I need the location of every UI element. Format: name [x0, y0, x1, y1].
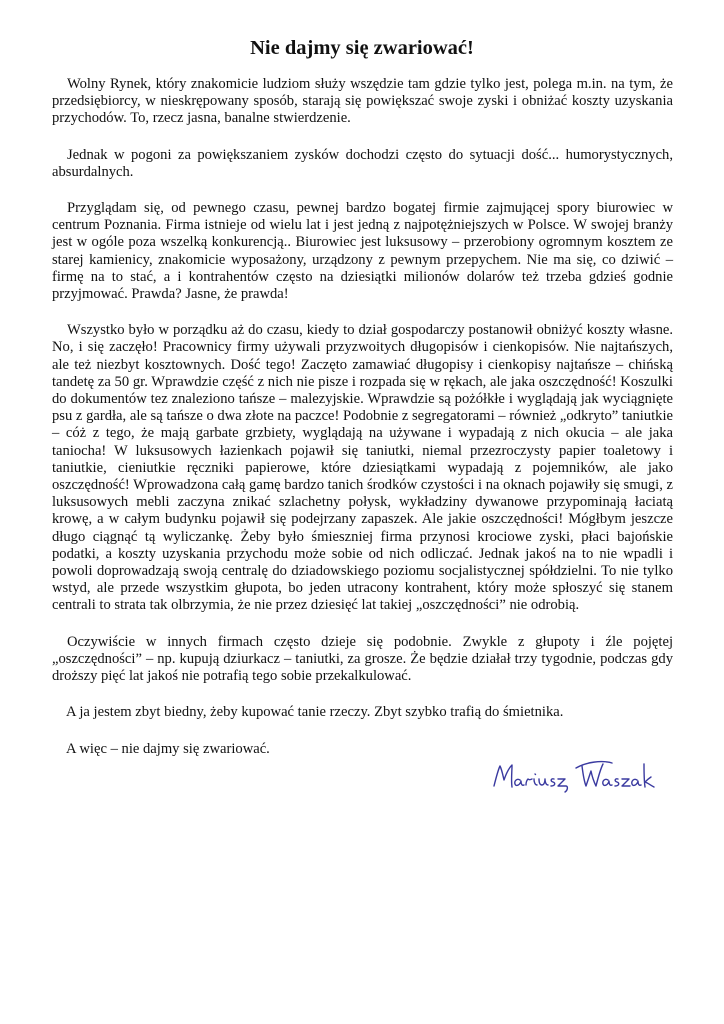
paragraph-office-building: Przyglądam się, od pewnego czasu, pewnej bardzo bogatej firmie zajmującej spory biurowiec w centrum Poznania. Firma istnieje od wielu lat i jest jedną z najpotężniejszych w Polsce. W swojej branży jest w ogóle poza wszelką konkurencją.. Biurowiec jest luksusowy – przerobiony ogromnym kosztem ze starej kamienicy, znakomicie wyposażony, urządzony z pewnym przepychem. Nie ma się, co dziwić – firmę na to stać, a i kontrahentów często na dziesiątki milionów dolarów też trzeba gdzieś godnie przyjmować. Prawda? Jasne, że prawda! — [52, 200, 673, 303]
paragraph-other-firms: Oczywiście w innych firmach często dzieje się podobnie. Zwykle z głupoty i źle pojętej „oszczędności” – np. kupują dziurkacz – taniutki, za grosze. Że będzie działał trzy tygodnie, podczas gdy droższy pięć lat jakoś nie potrafią tego sobie przekalkulować. — [52, 633, 673, 685]
paragraph-conclusion: A więc – nie dajmy się zwariować. — [66, 740, 270, 757]
paragraph-intro: Wolny Rynek, który znakomicie ludziom służy wszędzie tam gdzie tylko jest, polega m.in. na tym, że przedsiębiorcy, w nieskrępowany sposób, starają się powiększać swoje zyski i obniżać koszty uzyskania przychodów. To, rzecz jasna, banalne stwierdzenie. — [52, 76, 673, 127]
document-body — [52, 76, 673, 777]
handwritten-signature — [490, 752, 660, 800]
document-title: Nie dajmy się zwariować! — [250, 37, 474, 59]
paragraph-too-poor: A ja jestem zbyt biedny, żeby kupować tanie rzeczy. Zbyt szybko trafią do śmietnika. — [66, 704, 564, 721]
paragraph-cost-cutting: Wszystko było w porządku aż do czasu, kiedy to dział gospodarczy postanowił obniżyć koszty własne. No, i się zaczęło! Pracownicy firmy używali przyzwoitych długopisów i cienkopisów. Nie najtańszych, ale też niezbyt kosztownych. Dość tego! Zaczęto zamawiać długopisy i cienkopisy najtańsze – chińską tandetę za 50 gr. Wprawdzie część z nich nie pisze i rozpada się w rękach, ale jaka oszczędność! Koszulki do dokumentów tez znaleziono tańsze – malezyjskie. Wprawdzie są pożółkłe i wyglądają jak wyciągnięte psu z gardła, ale są tańsze o dwa złote na paczce! Podobnie z segregatorami – również „odkryto” taniutkie – cóż z tego, że mają garbate grzbiety, wyglądają na używane i wypadają z nich okucia – ale jaka taniocha! W luksusowych łazienkach pojawił się taniutki, niemal przezroczysty papier toaletowy i taniutkie, cieniutkie ręczniki papierowe, które dziesiątkami wypadają z pojemników, ale jako oszczędność! Wprowadzona całą gamę bardzo tanich środków czystości i na oknach pojawiły się smugi, z luksusowych mebli zaczyna znikać szlachetny połysk, wykładziny dywanowe przypominają łaciatą krowę, a w całym budynku pojawił się podejrzany zapaszek. Ale jakie oszczędności! Mógłbym jeszcze długo ciągnąć tą wyliczankę. Żeby było śmieszniej firma przynosi krociowe zyski, płaci bajońskie podatki, a koszty uzyskania przychodu może sobie od nich odliczać. Jednak jakoś na to nie wpadli i powoli doprowadzają swoją centralę do dziadowskiego poziomu socjalistycznej spółdzielni. To nie tylko wstyd, ale przede wszystkim głupota, bo jeden utracony kontrahent, który może spłoszyć się stanem centrali to strata tak olbrzymia, że nie przez dziesięć lat takiej „oszczędności” nie odrobią. — [52, 322, 673, 614]
paragraph-absurd: Jednak w pogoni za powiększaniem zysków dochodzi często do sytuacji dość... humorystycznych, absurdalnych. — [52, 146, 673, 180]
